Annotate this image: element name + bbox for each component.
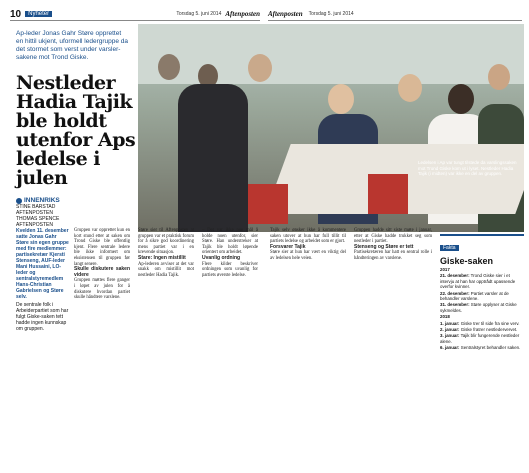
photo-chair <box>368 174 408 214</box>
facts-entry: 2. januar: Giske fratrer nestledervervet. <box>440 327 518 333</box>
body-column-1 <box>74 228 130 301</box>
page-number: 10 <box>10 8 22 20</box>
section-tag-label: INNENRIKS <box>24 197 60 204</box>
subheading: Skulle diskutere saken videre <box>74 266 130 278</box>
subheading: Stenseng og Støre er tett <box>354 243 414 250</box>
subheading: Stare: Ingen mistillit <box>138 254 186 261</box>
photo-person <box>398 74 422 102</box>
article-lead <box>16 228 70 332</box>
paragraph: – Det var ikke noe mål å holde noen utenfor, sier Støre. Han understreker at Tajik ble holdt løpende orientert om arbeidet. <box>202 228 258 256</box>
lead-text-2: De sentrale folk i Arbeiderpartiet som har fulgt Giske-saken tett hadde ingen kunnskap om gruppen. <box>16 302 69 332</box>
header-date-right: Torsdag 5. juni 2014 <box>308 11 354 17</box>
paragraph: Tajik selv ønsker ikke å kommentere saken utover at hun har full tillit til partiets ledelse og arbeidet som er gjort. <box>270 228 346 245</box>
facts-entry: 3. januar: Tajik blir fungerende nestleder alene. <box>440 333 520 344</box>
section-label: Nyheter <box>25 11 52 17</box>
paragraph: Partisekretæren har hatt en sentral rolle i håndteringen av varslene. <box>354 250 432 261</box>
facts-year: 2017 <box>440 267 450 272</box>
photo-person <box>248 54 272 82</box>
facts-entry: 31. desember: Støre opplyser at Giske sykmeldes. <box>440 302 517 313</box>
facts-year: 2018 <box>440 314 450 320</box>
facts-entry: 1. januar: Giske trer til side fra sine verv. <box>440 320 520 326</box>
facts-title: Giske-saken <box>440 256 494 266</box>
facts-entry: 21. desember: Trond Giske sier i et intervju at han har opptrådt upassende overfor kvinner. <box>440 273 516 290</box>
paragraph: Støre sier at hun har vært en viktig del av ledelsen hele veien. <box>270 250 346 261</box>
photo-background-wall <box>138 24 524 84</box>
facts-entry: 22. desember: Partiet varsler at de behandler varslene. <box>440 290 509 302</box>
author-1-role: AFTENPOSTEN <box>16 210 53 216</box>
photo-person <box>158 54 180 80</box>
paragraph: Gruppen møttes flere ganger i løpet av julen for å diskutere hvordan partiet skulle håndtere varslene. <box>74 278 130 301</box>
photo-person <box>488 64 510 90</box>
facts-entry: 6. januar: Sentralstyret behandler saken. <box>440 345 521 351</box>
paragraph: Gruppen var opprettet kun en kort stund etter at saken om Trond Giske ble offentlig kjent. Flere sentrale ledere ble ikke informert om eksistensen til gruppen før langt senere. <box>74 228 130 267</box>
subheading: Uvanlig ordning <box>202 254 241 261</box>
body-column-2 <box>138 228 194 278</box>
byline <box>16 198 130 228</box>
page-header-right <box>268 8 522 21</box>
body-column-4 <box>270 228 346 262</box>
photo-caption: Ledelsen i Ap var tungt tilstede da varslingssaken mot Trond Giske kom ut i lyset. Nestleder Hadia Tajik (i midten) var ikke en del av gruppen. <box>418 160 517 176</box>
author-1: STINE BARSTAD <box>16 204 56 210</box>
facts-tag: Fakta <box>440 245 459 251</box>
paper-name-left: Aftenposten <box>225 10 260 18</box>
author-2: THOMAS SPENCE <box>16 216 60 222</box>
photo-chair <box>248 184 288 224</box>
body-column-3 <box>202 228 258 278</box>
article-photo <box>138 24 524 232</box>
paragraph: Støre sier til Aftenposten at gruppen var et praktisk forum for å sikre god koordinering mens partiet var i en krevende situasjon. <box>138 228 194 256</box>
paragraph: Flere kilder beskriver ordningen som uvanlig for partiets øverste ledelse. <box>202 261 258 278</box>
author-2-role: AFTENPOSTEN <box>16 222 53 228</box>
article-intro: Ap-leder Jonas Gahr Støre opprettet en hittil ukjent, uformell ledergruppe da det stormet som verst under varsler-sakene mot Trond Giske. <box>16 30 129 61</box>
lead-text: Kvelden 11. desember satte Jonas Gahr Støre sin egen gruppe med fire medlemmer: partisekretær Kjersti Stenseng, AUF-leder Mani Hussaini, LO-leder og sentralstyremedlem Hans-Christian Gabrielsen og Støre selv. <box>16 228 69 300</box>
page-header-left <box>10 8 260 21</box>
photo-figure-suit <box>178 84 248 232</box>
article-headline: Nestleder Hadia Tajik ble holdt utenfor Aps ledelse i julen <box>16 72 136 189</box>
paragraph: Ap-lederen avviser at det var snakk om mistillit mot nestleder Hadia Tajik. <box>138 261 194 278</box>
paper-name-right: Aftenposten <box>268 10 303 18</box>
header-date-left: Torsdag 5. juni 2014 <box>176 11 222 17</box>
photo-person <box>448 84 474 114</box>
subheading: Forsvarer Tajik <box>270 243 306 250</box>
photo-person <box>328 84 354 114</box>
paragraph: Gruppen hadde sitt siste møte i januar, etter at Giske hadde trukket seg som nestleder i partiet. <box>354 228 432 245</box>
facts-box <box>440 234 524 468</box>
body-column-5 <box>354 228 432 262</box>
